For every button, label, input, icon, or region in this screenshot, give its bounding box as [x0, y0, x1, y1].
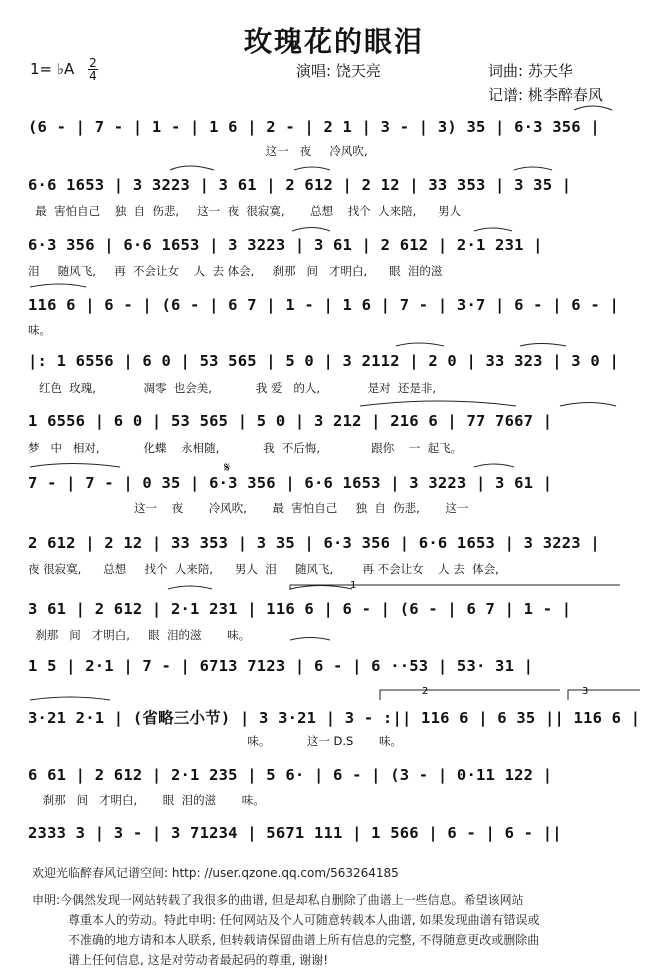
time-bottom: 4	[89, 69, 97, 83]
score-line-13: 2333 3 | 3 - | 3 71234 | 5671 111 | 1 566 | 6 - | 6 - ||	[28, 824, 562, 842]
lyric-line-12: 刹那 间 才明白, 眼 泪的滋 味。	[28, 793, 265, 807]
statement-line-1: 今偶然发现一网站转载了我很多的曲谱, 但是却私自删除了曲谱上一些信息。希望该网站	[60, 893, 524, 907]
volta-2-label: 2	[422, 686, 429, 697]
score-line-11: 3·21 2·1 | (省略三小节) | 3 3·21 | 3 - :|| 116 6 | 6 35 || 116 6 |	[28, 709, 641, 727]
lyric-line-8: 夜 很寂寞, 总想 找个 人来陪, 男人 泪 随风飞, 再 不会让女 人 去 体会,	[28, 562, 499, 576]
statement-line-4: 谱上任何信息, 这是对劳动者最起码的尊重, 谢谢!	[68, 953, 329, 967]
score-line-1: (6 - | 7 - | 1 - | 1 6 | 2 - | 2 1 | 3 - | 3) 35 | 6·3 356 |	[28, 118, 600, 136]
lyric-line-11: 味。 这一 D.S 味。	[28, 734, 402, 748]
lyric-line-1: 这一 夜 冷风吹,	[28, 144, 368, 158]
segno-icon: 𝄋	[224, 460, 231, 476]
score-line-9: 3 61 | 2 612 | 2·1 231 | 116 6 | 6 - | (6 - | 6 7 | 1 - |	[28, 600, 572, 618]
score-line-8: 2 612 | 2 12 | 33 353 | 3 35 | 6·3 356 | 6·6 1653 | 3 3223 |	[28, 534, 600, 552]
score-line-3: 6·3 356 | 6·6 1653 | 3 3223 | 3 61 | 2 612 | 2·1 231 |	[28, 236, 543, 254]
score-line-4: 116 6 | 6 - | (6 - | 6 7 | 1 - | 1 6 | 7 - | 3·7 | 6 - | 6 - |	[28, 296, 619, 314]
time-top: 2	[89, 56, 97, 70]
lyric-line-4: 味。	[28, 323, 51, 337]
statement-line-3: 不准确的地方请和本人联系, 但转载请保留曲谱上所有信息的完整, 不得随意更改或删除曲	[68, 933, 540, 947]
volta-3-label: 3	[582, 686, 589, 697]
lyric-line-6: 梦 中 相对, 化蝶 永相随, 我 不后悔, 跟你 一 起飞。	[28, 441, 463, 455]
lyric-line-3: 泪 随风飞, 再 不会让女 人 去 体会, 刹那 间 才明白, 眼 泪的滋	[28, 264, 443, 278]
score-line-6: 1 6556 | 6 0 | 53 565 | 5 0 | 3 212 | 216 6 | 77 7667 |	[28, 412, 553, 430]
transcriber: 记谱: 桃李醉春风	[488, 86, 603, 104]
score-line-12: 6 61 | 2 612 | 2·1 235 | 5 6· | 6 - | (3 - | 0·11 122 |	[28, 766, 553, 784]
statement-label: 申明:	[32, 893, 61, 907]
footer-statement	[32, 890, 644, 970]
singer: 演唱: 饶天亮	[296, 62, 381, 80]
score-line-10: 1 5 | 2·1 | 7 - | 6713 7123 | 6 - | 6 ··53 | 53· 31 |	[28, 657, 534, 675]
lyric-line-7: 这一 夜 冷风吹, 最 害怕自己 独 自 伤悲, 这一	[28, 501, 469, 515]
score-line-2: 6·6 1653 | 3 3223 | 3 61 | 2 612 | 2 12 | 33 353 | 3 35 |	[28, 176, 572, 194]
lyric-line-2: 最 害怕自己 独 自 伤悲, 这一 夜 很寂寞, 总想 找个 人来陪, 男人	[28, 204, 462, 218]
volta-1-label: 1	[350, 580, 357, 591]
footer-welcome: 欢迎光临醉春风记谱空间: http: //user.qzone.qq.com/563264185	[32, 866, 399, 880]
lyric-line-9: 刹那 间 才明白, 眼 泪的滋 味。	[28, 628, 251, 642]
song-title: 玫瑰花的眼泪	[243, 25, 424, 58]
score-line-7: 7 - | 7 - | 0 35 | 6·3 356 | 6·6 1653 | 3 3223 | 3 61 |	[28, 474, 553, 492]
score-line-5: |: 1 6556 | 6 0 | 53 565 | 5 0 | 3 2112 | 2 0 | 33 323 | 3 0 |	[28, 352, 619, 370]
lyric-line-5: 红色 玫瑰, 凋零 也会美, 我 爱 的人, 是对 还是非,	[28, 381, 437, 395]
composer: 词曲: 苏天华	[488, 62, 573, 80]
key-signature: 1= ♭A	[30, 60, 75, 78]
statement-line-2: 尊重本人的劳动。特此申明: 任何网站及个人可随意转载本人曲谱, 如果发现曲谱有错误或	[68, 913, 540, 927]
